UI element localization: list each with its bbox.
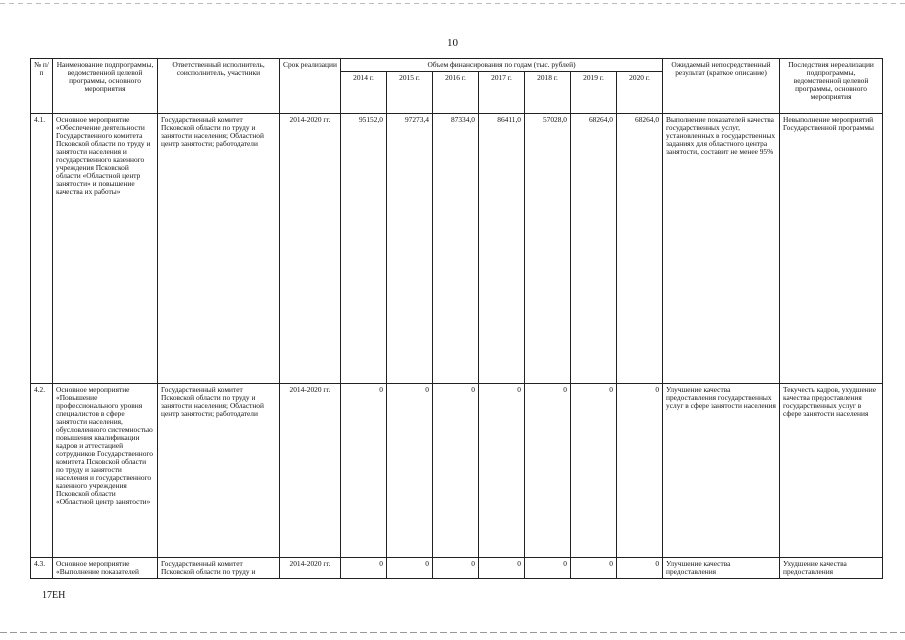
header-year: 2014 г. (341, 71, 387, 113)
row-value: 0 (433, 557, 479, 578)
row-value: 0 (617, 557, 663, 578)
row-value: 0 (341, 557, 387, 578)
row-executor: Государственный комитет Псковской области по труду и занятости населения; Областной центр занятости; работодатели (158, 113, 280, 383)
header-funding: Объем финансирования по годам (тыс. рублей) (341, 59, 663, 72)
row-value: 95152,0 (341, 113, 387, 383)
row-num: 4.1. (31, 113, 53, 383)
row-value: 0 (387, 383, 433, 557)
row-value: 0 (617, 383, 663, 557)
row-value: 68264,0 (617, 113, 663, 383)
header-term: Срок реализации (280, 59, 341, 114)
row-value: 57028,0 (525, 113, 571, 383)
row-value: 0 (525, 557, 571, 578)
header-year: 2019 г. (571, 71, 617, 113)
row-result: Выполнение показателей качества государственных услуг, установленных в государственных заданиях для областного центра занятости, составит не менее 95% (663, 113, 780, 383)
row-term: 2014-2020 гг. (280, 383, 341, 557)
row-result: Улучшение качества предоставления государственных услуг в сфере занятости населения (663, 383, 780, 557)
row-consequences: Невыполнение мероприятий Государственной программы (780, 113, 883, 383)
row-executor: Государственный комитет Псковской области по труду и занятости населения; Областной центр занятости; работодатели (158, 383, 280, 557)
header-result: Ожидаемый непосредственный результат (краткое описание) (663, 59, 780, 114)
header-consequences: Последствия нереализации подпрограммы, ведомственной целевой программы, основного мероприятия (780, 59, 883, 114)
row-num: 4.2. (31, 383, 53, 557)
header-year: 2015 г. (387, 71, 433, 113)
row-term: 2014-2020 гг. (280, 557, 341, 578)
row-name: Основное мероприятие «Выполнение показателей (53, 557, 158, 578)
header-num: № п/п (31, 59, 53, 114)
row-value: 87334,0 (433, 113, 479, 383)
header-executor: Ответственный исполнитель, соисполнитель, участники (158, 59, 280, 114)
scan-edge-top (0, 3, 905, 4)
page-number: 10 (447, 37, 458, 49)
row-result: Улучшение качества предоставления (663, 557, 780, 578)
row-term: 2014-2020 гг. (280, 113, 341, 383)
row-name: Основное мероприятие «Повышение профессионального уровня специалистов в сфере занятости населения, обусловленного системностью повышения квалификации кадров и аттестацией сотрудников Государственного комитета Псковской области по труду и занятости населения и государственного казенного учреждения Псковской области «Областной центр занятости» (53, 383, 158, 557)
table-row (31, 113, 883, 383)
row-value: 86411,0 (479, 113, 525, 383)
header-year: 2016 г. (433, 71, 479, 113)
row-value: 0 (571, 383, 617, 557)
table-row (31, 557, 883, 578)
footer-code: 17ЕН (42, 590, 66, 601)
row-name: Основное мероприятие «Обеспечение деятельности Государственного комитета Псковской области по труду и занятости населения и государственного казенного учреждения Псковской области «Областной центр занятости» и повышение качества их работы» (53, 113, 158, 383)
header-name: Наименование подпрограммы, ведомственной целевой программы, основного мероприятия (53, 59, 158, 114)
row-value: 0 (479, 557, 525, 578)
row-consequences: Ухудшение качества предоставления (780, 557, 883, 578)
row-executor: Государственный комитет Псковской области по труду и (158, 557, 280, 578)
scan-edge-bottom (0, 632, 905, 633)
row-value: 0 (433, 383, 479, 557)
header-year: 2020 г. (617, 71, 663, 113)
row-value: 0 (525, 383, 571, 557)
row-value: 0 (479, 383, 525, 557)
row-value: 0 (387, 557, 433, 578)
row-value: 68264,0 (571, 113, 617, 383)
header-year: 2017 г. (479, 71, 525, 113)
header-year: 2018 г. (525, 71, 571, 113)
row-value: 0 (571, 557, 617, 578)
row-value: 0 (341, 383, 387, 557)
table-row (31, 383, 883, 557)
row-num: 4.3. (31, 557, 53, 578)
row-value: 97273,4 (387, 113, 433, 383)
financing-table (30, 58, 883, 579)
row-consequences: Текучесть кадров, ухудшение качества предоставления государственных услуг в сфере занятости населения (780, 383, 883, 557)
